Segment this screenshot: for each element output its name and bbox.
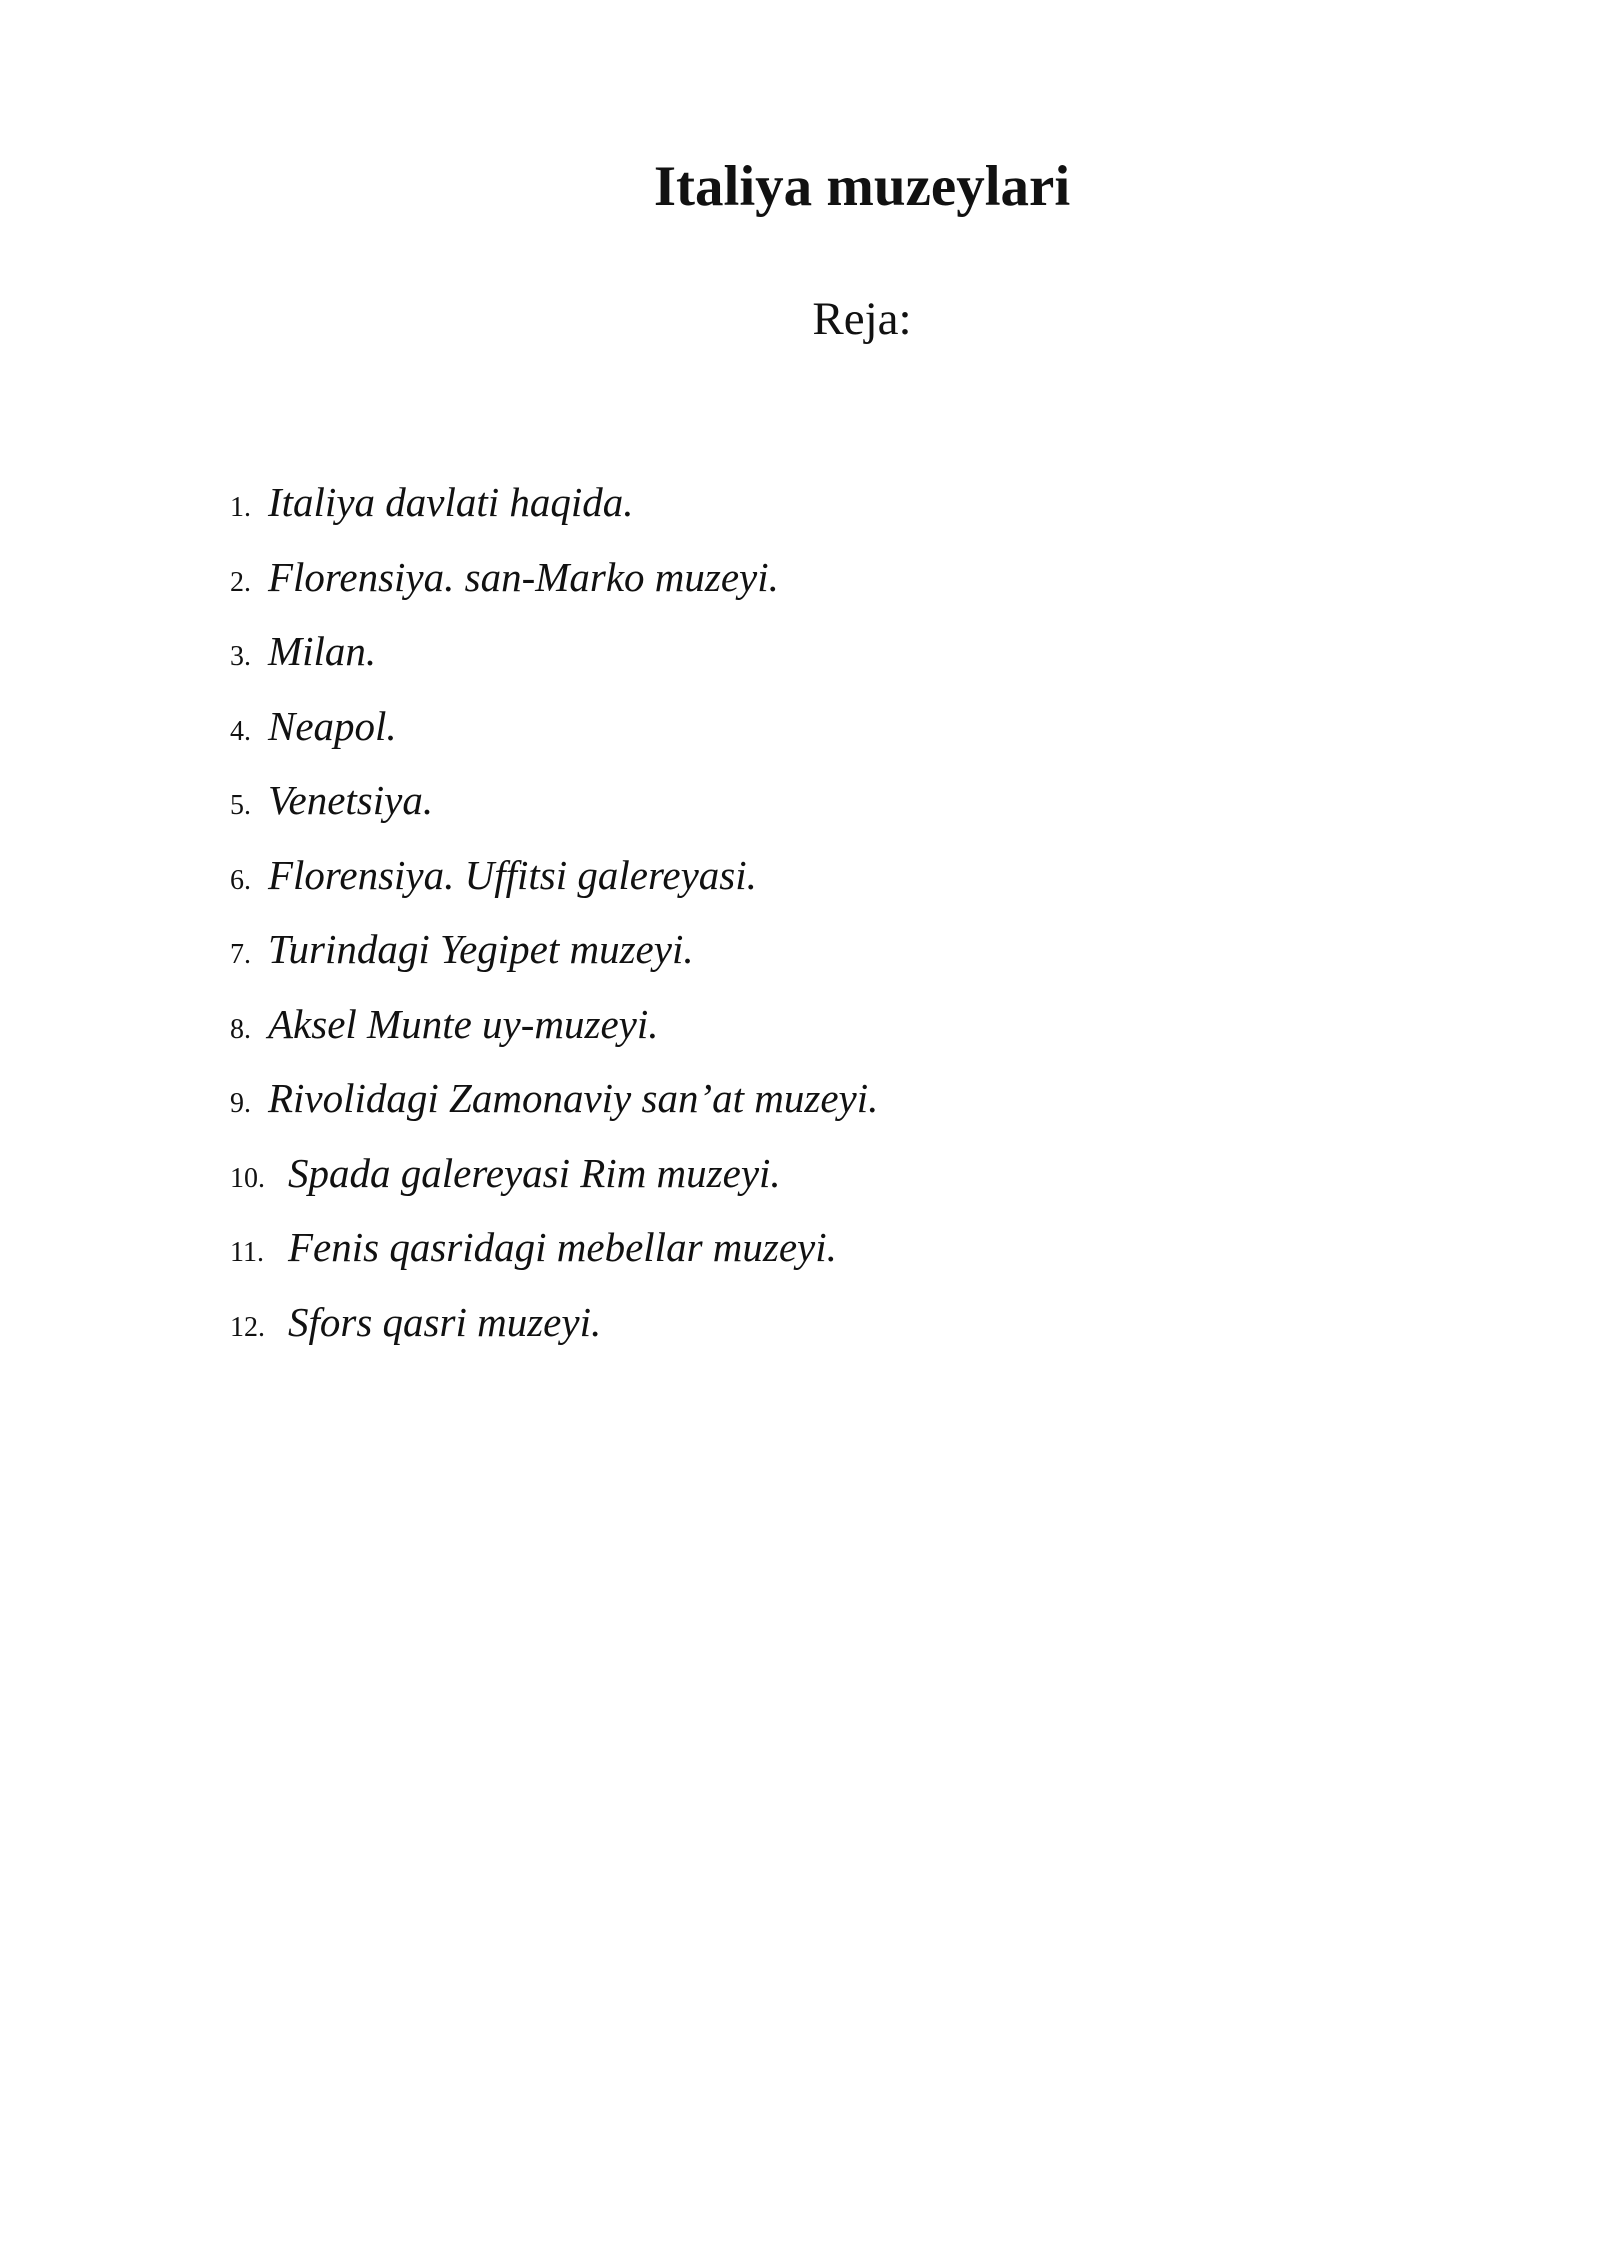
- plan-item-number: 6.: [230, 864, 251, 896]
- plan-item-8: [230, 996, 878, 1071]
- plan-item-7: [230, 921, 878, 996]
- plan-item-text: Rivolidagi Zamonaviy san’at muzeyi.: [268, 1075, 879, 1121]
- plan-item-number: 8.: [230, 1013, 251, 1045]
- plan-item-10: [230, 1145, 878, 1220]
- plan-item-text: Italiya davlati haqida.: [268, 479, 634, 525]
- plan-item-text: Florensiya. Uffitsi galereyasi.: [268, 851, 757, 898]
- plan-item-number: 2.: [230, 566, 251, 598]
- plan-item-text: Fenis qasridagi mebellar muzeyi.: [288, 1224, 837, 1270]
- plan-item-number: 9.: [230, 1088, 251, 1119]
- plan-item-9: [230, 1070, 878, 1145]
- plan-item-number: 10.: [230, 1162, 265, 1194]
- plan-item-text: Sfors qasri muzeyi.: [288, 1298, 602, 1345]
- plan-item-text: Venetsiya.: [268, 777, 434, 823]
- plan-item-6: [230, 847, 878, 922]
- plan-item-text: Spada galereyasi Rim muzeyi.: [288, 1149, 781, 1196]
- plan-item-2: [230, 549, 878, 624]
- plan-item-5: [230, 772, 878, 847]
- plan-item-number: 7.: [230, 939, 251, 970]
- plan-item-number: 5.: [230, 790, 251, 821]
- plan-item-12: [230, 1294, 878, 1369]
- plan-item-number: 1.: [230, 492, 251, 523]
- plan-item-11: [230, 1219, 878, 1294]
- plan-item-3: [230, 623, 878, 698]
- plan-item-text: Milan.: [268, 628, 377, 674]
- document-title: Italiya muzeylari: [653, 155, 1071, 218]
- plan-item-text: Neapol.: [268, 702, 397, 749]
- plan-list: [230, 474, 878, 1368]
- plan-item-text: Florensiya. san-Marko muzeyi.: [268, 553, 779, 600]
- plan-item-number: 12.: [230, 1311, 265, 1343]
- plan-item-1: [230, 474, 878, 549]
- plan-item-number: 4.: [230, 715, 251, 747]
- plan-item-text: Aksel Munte uy-muzeyi.: [268, 1000, 659, 1047]
- plan-item-number: 11.: [230, 1237, 264, 1268]
- plan-item-text: Turindagi Yegipet muzeyi.: [268, 926, 694, 972]
- plan-heading: Reja:: [812, 293, 912, 345]
- plan-item-4: [230, 698, 878, 773]
- plan-item-number: 3.: [230, 641, 251, 672]
